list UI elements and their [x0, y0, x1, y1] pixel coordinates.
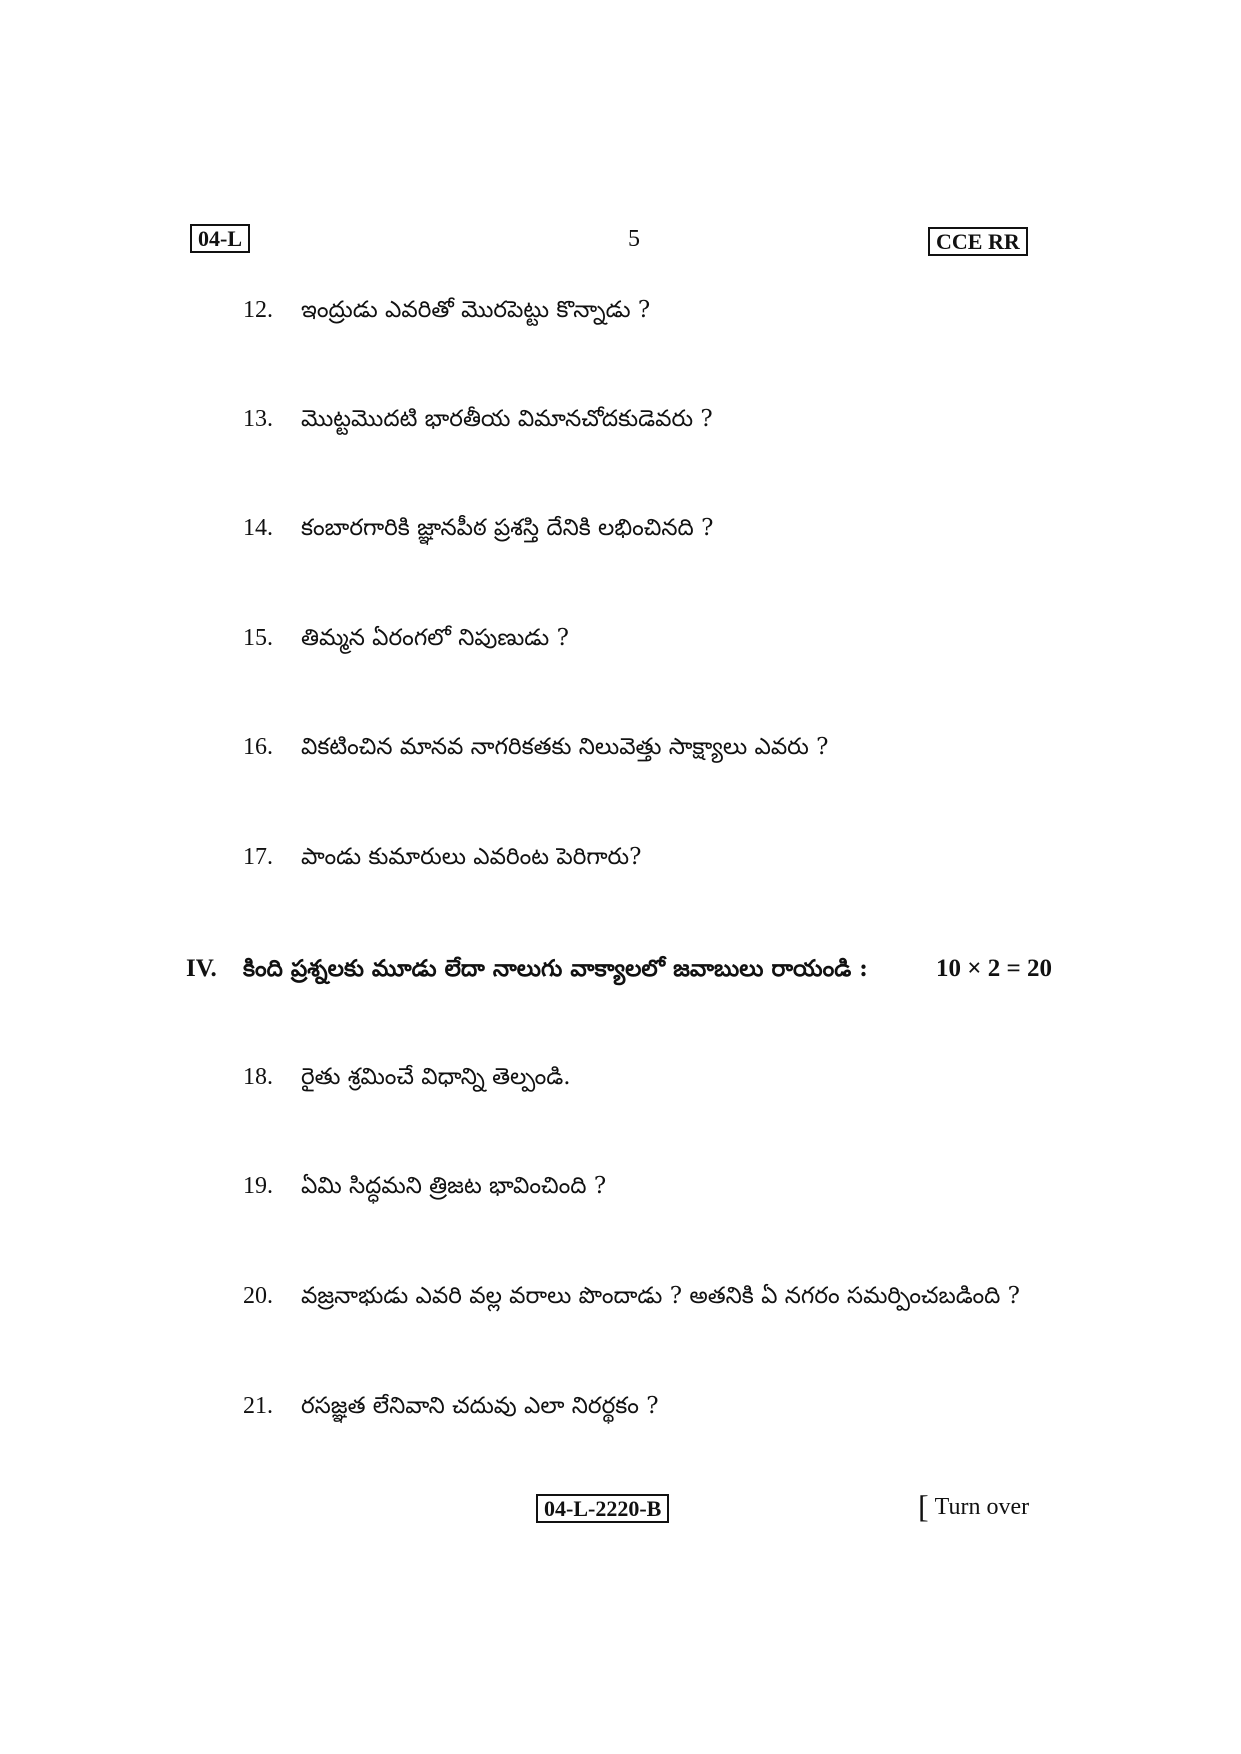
question-20 — [243, 1283, 1020, 1315]
turn-over-bracket: [ — [918, 1488, 929, 1524]
question-text: రైతు శ్రమించే విధాన్ని తెల్పండి. — [301, 1064, 571, 1090]
question-text: ఏమి సిద్ధమని త్రిజట భావించింది ? — [301, 1173, 607, 1199]
question-number: 20. — [243, 1283, 273, 1309]
question-number: 14. — [243, 515, 273, 541]
question-13 — [243, 406, 713, 438]
question-number: 15. — [243, 625, 273, 651]
question-number: 12. — [243, 297, 273, 323]
question-16 — [243, 734, 828, 766]
question-12 — [243, 297, 650, 329]
header-right-code: CCE RR — [928, 227, 1028, 256]
question-text: మొట్టమొదటి భారతీయ విమానచోదకుడెవరు ? — [301, 406, 713, 432]
turn-over-text: Turn over — [934, 1494, 1030, 1520]
question-text: కంబారగారికి జ్ఞానపీఠ ప్రశస్తి దేనికి లభించినది ? — [301, 515, 714, 541]
question-15 — [243, 625, 569, 657]
footer-code: 04-L-2220-B — [536, 1494, 669, 1523]
header-left-code: 04-L — [190, 224, 250, 253]
question-text: రసజ్ఞత లేనివాని చదువు ఎలా నిరర్థకం ? — [301, 1393, 659, 1419]
section-instruction: కింది ప్రశ్నలకు మూడు లేదా నాలుగు వాక్యాలలో జవాబులు రాయండి : — [243, 955, 868, 982]
page-number: 5 — [628, 226, 640, 252]
section-roman-numeral: IV. — [186, 955, 217, 982]
turn-over-note — [918, 1488, 1029, 1525]
section-marks: 10 × 2 = 20 — [936, 955, 1052, 982]
question-number: 19. — [243, 1173, 273, 1199]
section-iv-heading — [186, 955, 1052, 988]
question-text: పాండు కుమారులు ఎవరింట పెరిగారు? — [301, 844, 642, 870]
question-text: వికటించిన మానవ నాగరికతకు నిలువెత్తు సాక్ష్యాలు ఎవరు ? — [301, 734, 829, 760]
question-number: 13. — [243, 406, 273, 432]
question-text: వజ్రనాభుడు ఎవరి వల్ల వరాలు పొందాడు ? అతనికి ఏ నగరం సమర్పించబడింది ? — [301, 1283, 1020, 1309]
question-number: 21. — [243, 1393, 273, 1419]
question-19 — [243, 1173, 606, 1205]
question-18 — [243, 1064, 571, 1096]
question-number: 17. — [243, 844, 273, 870]
question-number: 16. — [243, 734, 273, 760]
question-21 — [243, 1393, 659, 1425]
question-17 — [243, 844, 641, 876]
question-text: తిమ్మన ఏరంగలో నిపుణుడు ? — [301, 625, 569, 651]
question-14 — [243, 515, 713, 547]
question-number: 18. — [243, 1064, 273, 1090]
question-text: ఇంద్రుడు ఎవరితో మొరపెట్టు కొన్నాడు ? — [301, 297, 651, 323]
